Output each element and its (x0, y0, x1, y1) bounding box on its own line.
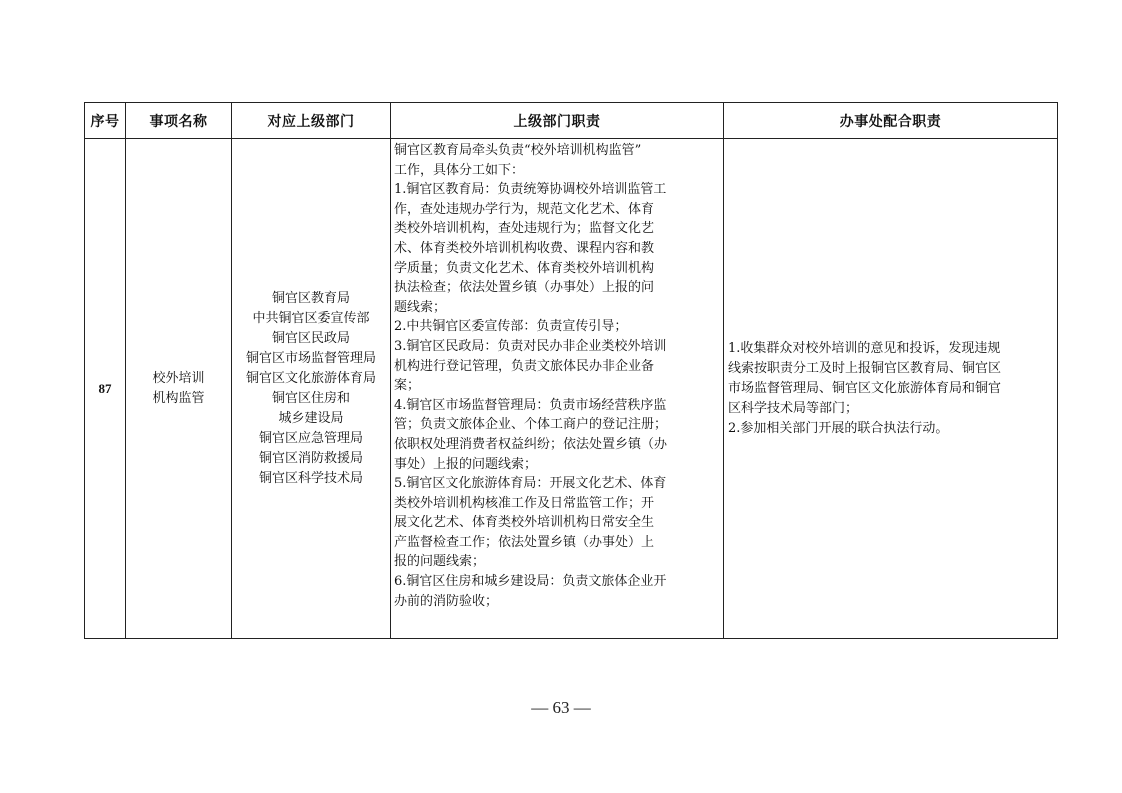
row-number: 87 (85, 139, 126, 639)
duty-line: 机构进行登记管理，负责文旅体民办非企业备 (394, 358, 655, 374)
item-name-line: 校外培训 (152, 370, 205, 386)
assist-line: 线索按职责分工及时上报铜官区教育局、铜官区 (728, 360, 1002, 376)
assist-line: 1.收集群众对校外培训的意见和投诉，发现违规 (728, 340, 1001, 356)
duty-line: 作，查处违规办学行为，规范文化艺术、体育 (394, 201, 655, 217)
duty-line: 题线索； (394, 299, 447, 315)
duties-cell (391, 139, 724, 639)
department-item: 铜官区教育局 (271, 290, 350, 306)
department-item: 铜官区应急管理局 (258, 430, 363, 446)
duty-line: 办前的消防验收； (394, 593, 499, 609)
duty-line: 术、体育类校外培训机构收费、课程内容和教 (394, 240, 655, 256)
department-item: 铜官区民政局 (271, 330, 350, 346)
duty-line: 5.铜官区文化旅游体育局：开展文化艺术、体育 (394, 476, 667, 492)
duty-line: 管；负责文旅体企业、个体工商户的登记注册； (394, 417, 668, 433)
header-assist-duties: 办事处配合职责 (724, 103, 1058, 139)
duty-line: 工作，具体分工如下： (394, 162, 525, 178)
duty-line: 2.中共铜官区委宣传部：负责宣传引导； (394, 319, 628, 335)
header-department: 对应上级部门 (232, 103, 391, 139)
duty-line: 学质量；负责文化艺术、体育类校外培训机构 (394, 260, 655, 276)
department-item: 铜官区市场监督管理局 (245, 350, 376, 366)
duty-line: 6.铜官区住房和城乡建设局：负责文旅体企业开 (394, 574, 667, 590)
duty-line: 报的问题线索； (394, 554, 486, 570)
header-item-name: 事项名称 (126, 103, 232, 139)
duty-table (84, 102, 1058, 639)
duty-line: 类校外培训机构核准工作及日常监管工作；开 (394, 495, 655, 511)
duty-line: 执法检查；依法处置乡镇（办事处）上报的问 (394, 280, 655, 296)
department-item: 铜官区文化旅游体育局 (245, 370, 376, 386)
table-row (85, 139, 1058, 639)
assist-line: 市场监督管理局、铜官区文化旅游体育局和铜官 (728, 380, 1002, 396)
assist-line: 2.参加相关部门开展的联合执法行动。 (728, 420, 949, 436)
header-row (85, 103, 1058, 139)
assist-line: 区科学技术局等部门； (728, 400, 859, 416)
duty-line: 案； (394, 378, 421, 394)
header-number: 序号 (85, 103, 126, 139)
duty-line: 3.铜官区民政局：负责对民办非企业类校外培训 (394, 338, 667, 354)
departments-cell (232, 139, 391, 639)
duty-line: 铜官区教育局牵头负责“校外培训机构监管” (394, 143, 642, 158)
department-item: 铜官区消防救援局 (258, 450, 363, 466)
department-item: 铜官区住房和 (271, 390, 350, 406)
item-name-cell (126, 139, 232, 639)
header-duties: 上级部门职责 (391, 103, 724, 139)
department-item: 中共铜官区委宣传部 (252, 310, 370, 326)
duty-line: 4.铜官区市场监督管理局：负责市场经营秩序监 (394, 397, 667, 413)
duty-line: 展文化艺术、体育类校外培训机构日常安全生 (394, 515, 655, 531)
page-number: — 63 — (531, 698, 591, 717)
duty-line: 事处）上报的问题线索； (394, 456, 538, 472)
department-item: 城乡建设局 (278, 410, 344, 426)
duty-line: 1.铜官区教育局：负责统筹协调校外培训监管工 (394, 182, 667, 198)
duty-line: 依职权处理消费者权益纠纷；依法处置乡镇（办 (394, 436, 668, 452)
assist-duties-cell (724, 139, 1058, 639)
duty-line: 类校外培训机构，查处违规行为；监督文化艺 (394, 221, 655, 237)
department-item: 铜官区科学技术局 (258, 470, 363, 486)
duty-line: 产监督检查工作；依法处置乡镇（办事处）上 (394, 534, 655, 550)
item-name-line: 机构监管 (152, 390, 205, 406)
